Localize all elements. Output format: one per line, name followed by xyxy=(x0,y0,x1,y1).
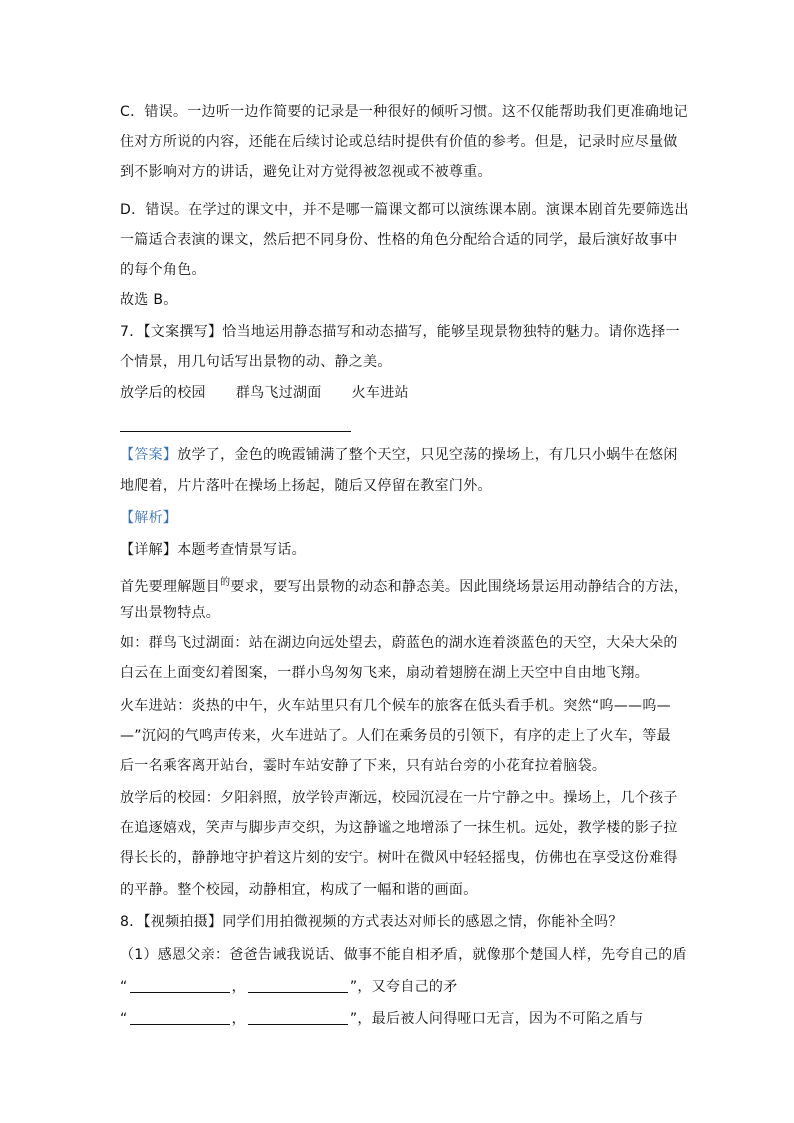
fill-blank-1[interactable] xyxy=(130,978,230,993)
close-text-2: ”，最后被人问得哑口无言，因为不可陷之盾与 xyxy=(349,1011,644,1027)
q8-blank-row-1 xyxy=(120,978,680,996)
conclusion: 故选 B。 xyxy=(120,292,178,308)
example-school-line-1: 放学后的校园：夕阳斜照，放学铃声渐远，校园沉浸在一片宁静之中。操场上，几个孩子 xyxy=(120,790,678,806)
option-d-line-2: 一篇适合表演的课文，然后把不同身份、性格的角色分配给合适的同学，最后演好故事中 xyxy=(120,232,678,248)
open-quote: “ xyxy=(120,979,128,995)
close-text-1: ”，又夸自己的矛 xyxy=(349,979,458,995)
q7-line-1: 7．【文案撰写】恰当地运用静态描写和动态描写，能够呈现景物独特的魅力。请你选择一 xyxy=(120,324,680,340)
para1-superscript: 的 xyxy=(220,577,231,588)
q7-options xyxy=(120,384,680,402)
example-train-line-3: 后一名乘客离开站台，霎时车站安静了下来，只有站台旁的小花耷拉着脑袋。 xyxy=(120,758,607,774)
example-lake-line-2: 白云在上面变幻着图案，一群小鸟匆匆飞来，扇动着翅膀在湖上天空中自由地飞翔。 xyxy=(120,665,650,681)
para1-line-2: 写出景物特点。 xyxy=(120,605,221,621)
q7-line-2: 个情景，用几句话写出景物的动、静之美。 xyxy=(120,354,392,370)
q8-line-1: 8．【视频拍摄】同学们用拍微视频的方式表达对师长的感恩之情，你能补全吗？ xyxy=(120,914,623,930)
example-train-line-2: —”沉闷的气鸣声传来，火车进站了。人们在乘务员的引领下，有序的走上了火车，等最 xyxy=(120,728,671,744)
answer-tag: 【答案】 xyxy=(120,447,178,463)
analysis-tag: 【解析】 xyxy=(120,510,178,526)
fill-blank-3[interactable] xyxy=(130,1010,230,1025)
example-train-line-1: 火车进站：炎热的中午，火车站里只有几个候车的旅客在低头看手机。突然“呜——呜— xyxy=(120,698,671,714)
q8-blank-row-2 xyxy=(120,1010,680,1028)
answer-text-1: 放学了，金色的晚霞铺满了整个天空，只见空荡的操场上，有几只小蜗牛在悠闲 xyxy=(177,447,678,463)
comma: ， xyxy=(231,979,246,995)
option-c-line-2: 住对方所说的内容，还能在后续讨论或总结时提供有价值的参考。但是，记录时应尽量做 xyxy=(120,134,678,150)
fill-blank-2[interactable] xyxy=(248,978,348,993)
option-c-line-1: C．错误。一边听一边作简要的记录是一种很好的倾听习惯。这不仅能帮助我们更准确地记 xyxy=(120,104,688,120)
q8-sub1: （1）感恩父亲：爸爸告诫我说话、做事不能自相矛盾，就像那个楚国人样，先夸自己的盾 xyxy=(120,947,687,963)
option-c-line-3: 到不影响对方的讲话，避免让对方觉得被忽视或不被尊重。 xyxy=(120,164,492,180)
example-school-line-4: 的平静。整个校园，动静相宜，构成了一幅和谐的画面。 xyxy=(120,882,478,898)
option-d-line-3: 的每个角色。 xyxy=(120,262,206,278)
open-quote: “ xyxy=(120,1011,128,1027)
option-d-line-1: D．错误。在学过的课文中，并不是哪一篇课文都可以演练课本剧。演课本剧首先要筛选出 xyxy=(120,202,689,218)
answer-line-2: 地爬着，片片落叶在操场上扬起，随后又停留在教室门外。 xyxy=(120,478,492,494)
detail-line xyxy=(120,541,680,559)
example-lake-line-1: 如：群鸟飞过湖面：站在湖边向远处望去，蔚蓝色的湖水连着淡蓝色的天空，大朵大朵的 xyxy=(120,635,678,651)
fill-blank-4[interactable] xyxy=(248,1010,348,1025)
para1-text-b: 要求，要写出景物的动态和静态美。因此围绕场景运用动静结合的方法， xyxy=(230,579,689,595)
q7-option-train: 火车进站 xyxy=(351,385,409,401)
example-school-line-2: 在追逐嬉戏，笑声与脚步声交织，为这静谧之地增添了一抹生机。远处，教学楼的影子拉 xyxy=(120,820,678,836)
answer-blank-line xyxy=(120,431,351,432)
q7-option-school: 放学后的校园 xyxy=(120,385,206,401)
detail-tag: 【详解】 xyxy=(120,542,178,558)
comma: ， xyxy=(231,1011,246,1027)
para1-text-a: 首先要理解题目 xyxy=(120,579,221,595)
q7-option-birds: 群鸟飞过湖面 xyxy=(235,385,322,401)
answer-line-1 xyxy=(120,446,680,464)
example-school-line-3: 得长长的，静静地守护着这片刻的安宁。树叶在微风中轻轻摇曳，仿佛也在享受这份难得 xyxy=(120,850,678,866)
detail-text: 本题考查情景写话。 xyxy=(177,542,306,558)
para1-line-1 xyxy=(120,574,689,596)
